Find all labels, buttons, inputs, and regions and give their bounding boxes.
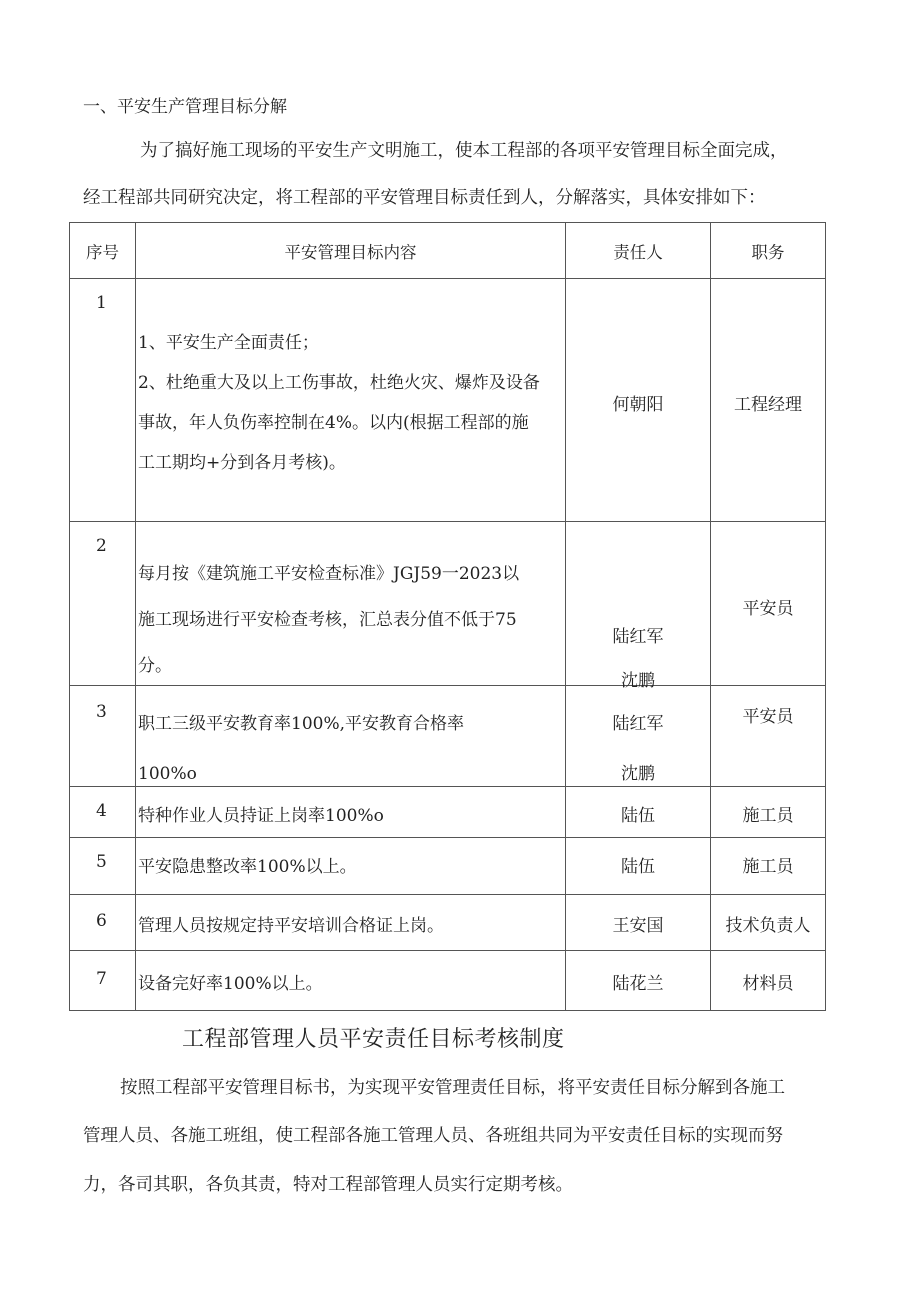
cell-content: 设备完好率100%以上。 — [136, 951, 566, 1011]
cell-no: 5 — [70, 838, 136, 895]
cell-role: 材料员 — [711, 951, 826, 1011]
table-row — [70, 895, 826, 951]
content-line: 工工期均+分到各月考核)。 — [138, 453, 346, 473]
cell-no: 3 — [70, 686, 136, 787]
content-line: 1、平安生产全面责任； — [138, 333, 319, 353]
intro-line-1: 为了搞好施工现场的平安生产文明施工，使本工程部的各项平安管理目标全面完成， — [140, 141, 788, 161]
cell-content: 平安隐患整改率100%以上。 — [136, 838, 566, 895]
content-line: 分。 — [138, 656, 172, 676]
table-row — [70, 279, 826, 522]
cell-person: 陆红军 沈鹏 — [566, 686, 711, 787]
cell-role: 技术负责人 — [711, 895, 826, 951]
content-line: 施工现场进行平安检查考核，汇总表分值不低于75 — [138, 610, 517, 630]
header-no: 序号 — [70, 223, 136, 279]
paragraph-line-2: 管理人员、各施工班组，使工程部各施工管理人员、各班组共同为平安责任目标的实现而努 — [83, 1126, 783, 1146]
header-content: 平安管理目标内容 — [136, 223, 566, 279]
cell-role: 施工员 — [711, 838, 826, 895]
content-line: 100%o — [138, 764, 197, 784]
cell-person: 陆伍 — [566, 838, 711, 895]
table-row — [70, 787, 826, 838]
header-role: 职务 — [711, 223, 826, 279]
paragraph-line-1: 按照工程部平安管理目标书，为实现平安管理责任目标，将平安责任目标分解到各施工 — [120, 1078, 785, 1098]
cell-no: 2 — [70, 522, 136, 686]
paragraph-line-3: 力，各司其职，各负其责，特对工程部管理人员实行定期考核。 — [83, 1175, 573, 1195]
content-line: 事故，年人负伤率控制在4%。以内(根据工程部的施 — [138, 413, 529, 433]
header-person: 责任人 — [566, 223, 711, 279]
content-line: 2、杜绝重大及以上工伤事故，杜绝火灾、爆炸及设备 — [138, 373, 540, 393]
table-row — [70, 838, 826, 895]
table-header-row — [70, 223, 826, 279]
cell-content: 管理人员按规定持平安培训合格证上岗。 — [136, 895, 566, 951]
safety-target-table — [69, 222, 826, 1011]
cell-person: 陆伍 — [566, 787, 711, 838]
cell-person: 陆红军 沈鹏 — [566, 522, 711, 686]
section-title: 工程部管理人员平安责任目标考核制度 — [182, 1027, 565, 1052]
cell-role: 施工员 — [711, 787, 826, 838]
cell-no: 1 — [70, 279, 136, 522]
cell-person: 陆花兰 — [566, 951, 711, 1011]
cell-role: 平安员 — [711, 686, 826, 787]
cell-no: 4 — [70, 787, 136, 838]
table-row — [70, 522, 826, 686]
cell-no: 6 — [70, 895, 136, 951]
cell-role: 平安员 — [711, 522, 826, 686]
table-row — [70, 951, 826, 1011]
cell-role: 工程经理 — [711, 279, 826, 522]
content-line: 职工三级平安教育率100%,平安教育合格率 — [138, 714, 465, 734]
section-heading: 一、平安生产管理目标分解 — [83, 97, 287, 117]
cell-content: 特种作业人员持证上岗率100%o — [136, 787, 566, 838]
cell-person: 王安国 — [566, 895, 711, 951]
cell-content — [136, 522, 566, 686]
cell-content — [136, 686, 566, 787]
content-line: 每月按《建筑施工平安检查标准》JGJ59一2023以 — [138, 564, 520, 584]
cell-no: 7 — [70, 951, 136, 1011]
cell-content — [136, 279, 566, 522]
cell-person: 何朝阳 — [566, 279, 711, 522]
table-row — [70, 686, 826, 787]
intro-line-2: 经工程部共同研究决定，将工程部的平安管理目标责任到人，分解落实，具体安排如下： — [83, 188, 766, 208]
